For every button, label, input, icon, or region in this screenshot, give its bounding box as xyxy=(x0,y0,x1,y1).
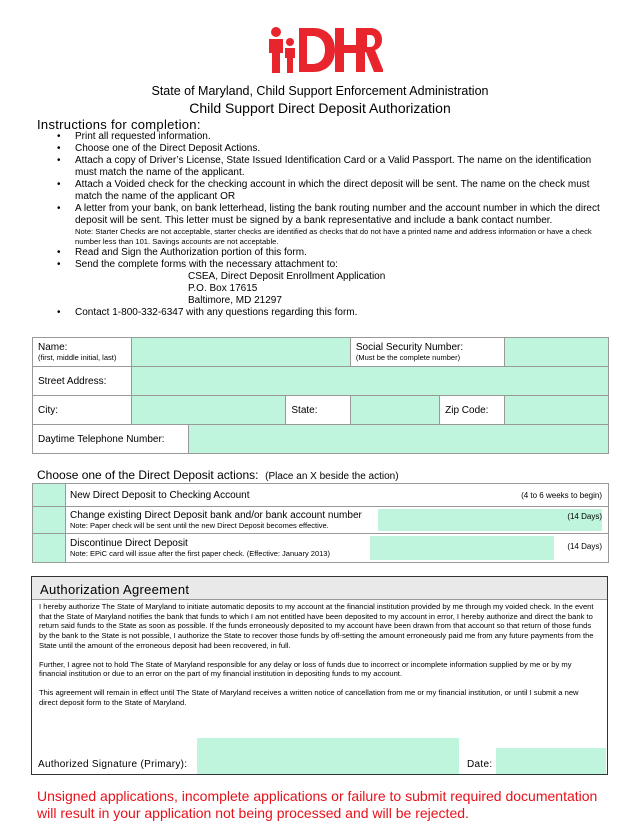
applicant-info-table xyxy=(32,337,609,425)
action-row xyxy=(66,484,609,507)
phone-table xyxy=(32,424,609,454)
name-field[interactable] xyxy=(132,338,350,367)
instruction-item: • Read and Sign the Authorization portion of this form. xyxy=(57,247,605,259)
ssn-label-cell xyxy=(350,338,504,367)
name-label-cell xyxy=(33,338,132,367)
authorization-text xyxy=(39,602,599,716)
discontinue-deposit-checkbox[interactable] xyxy=(33,534,66,563)
mailing-address-line: P.O. Box 17615 xyxy=(188,283,258,294)
zip-label: Zip Code: xyxy=(440,396,505,425)
authorization-paragraph: I hereby authorize The State of Maryland to initiate automatic deposits to my account at the financial institution provided by me through my voided check. In the event that the State of Maryland notifies the bank that funds to which I am not entitled have been deposited to my account in error, I hereby authorize and direct the bank to return said funds to the State as soon as possible. If the funds erroneously deposited to my account have been drawn from that account so that return of those funds by the bank to the State is not possible, I authorize the State to recover those funds by off-setting the amount erroneously paid me from any future payments from the State until the amount of the erroneous deposit had been recovered, in full. xyxy=(39,602,594,650)
action-row xyxy=(66,534,609,563)
street-address-field[interactable] xyxy=(132,367,609,396)
authorization-header xyxy=(32,577,607,600)
date-label: Date: xyxy=(467,759,493,770)
action-timing: (14 Days) xyxy=(567,512,602,521)
city-field[interactable] xyxy=(132,396,286,425)
form-title: Child Support Direct Deposit Authorization xyxy=(189,100,451,116)
contact-item: • Contact 1-800-332-6347 with any questions regarding this form. xyxy=(57,307,605,319)
action-timing: (14 Days) xyxy=(567,542,602,551)
authorization-title: Authorization Agreement xyxy=(40,582,190,597)
instruction-item: • Print all requested information. xyxy=(57,131,605,143)
actions-heading xyxy=(37,468,399,482)
change-deposit-checkbox[interactable] xyxy=(33,507,66,534)
action-row xyxy=(66,507,609,534)
instructions-heading: Instructions for completion: xyxy=(37,117,201,132)
instruction-item: • Attach a copy of Driver’s License, State Issued Identification Card or a Valid Passport. The name on the identification must match the name of the applicant. xyxy=(57,155,605,179)
state-label: State: xyxy=(286,396,350,425)
phone-field[interactable] xyxy=(189,425,609,454)
action-title: New Direct Deposit to Checking Account xyxy=(70,489,250,501)
rejection-warning: Unsigned applications, incomplete applications or failure to submit required documentation will result in your application not being processed and will be rejected. xyxy=(37,788,598,821)
instruction-item: • Choose one of the Direct Deposit Actions. xyxy=(57,143,605,155)
action-title: Discontinue Direct Deposit xyxy=(70,538,188,549)
mailing-address-line: Baltimore, MD 21297 xyxy=(188,295,282,306)
date-field[interactable] xyxy=(496,748,606,774)
zip-code-field[interactable] xyxy=(504,396,608,425)
agency-name: State of Maryland, Child Support Enforcement Administration xyxy=(151,84,489,98)
instructions-list xyxy=(57,131,605,319)
street-label: Street Address: xyxy=(33,367,132,396)
actions-table xyxy=(32,483,609,563)
mailing-address-line: CSEA, Direct Deposit Enrollment Application xyxy=(188,271,386,282)
name-label: Name: xyxy=(38,342,68,353)
name-sublabel: (first, middle initial, last) xyxy=(38,353,117,362)
ssn-field[interactable] xyxy=(504,338,608,367)
signature-field[interactable] xyxy=(197,738,459,774)
actions-heading-note: (Place an X beside the action) xyxy=(265,471,399,482)
new-deposit-checkbox[interactable] xyxy=(33,484,66,507)
authorization-paragraph: This agreement will remain in effect until The State of Maryland receives a written notice of cancellation from me or my financial institution, or until I submit a new direct deposit form to the State of Maryland. xyxy=(39,687,579,707)
dhr-logo xyxy=(261,24,383,76)
actions-heading-text: Choose one of the Direct Deposit actions: xyxy=(37,468,259,482)
state-field[interactable] xyxy=(350,396,439,425)
authorization-paragraph: Further, I agree not to hold The State of Maryland responsible for any delay or loss of funds due to incorrect or incomplete information supplied by me or by my financial institution or due to an error on the part of my financial institution in depositing funds to my account. xyxy=(39,659,572,679)
city-label: City: xyxy=(33,396,132,425)
action-timing: (4 to 6 weeks to begin) xyxy=(521,491,602,500)
action-note: Note: Paper check will be sent until the new Direct Deposit becomes effective. xyxy=(70,521,329,530)
instruction-item: • Send the complete forms with the necessary attachment to: xyxy=(57,259,605,271)
instruction-note: Note: Starter Checks are not acceptable, starter checks are identified as checks that do not have a printed name and address information or have a check number less than 101. Savings accounts are not acceptable. xyxy=(75,227,592,246)
action-title: Change existing Direct Deposit bank and/or bank account number xyxy=(70,510,362,521)
instruction-item: • A letter from your bank, on bank letterhead, listing the bank routing number and the account number in which the direct deposit will be sent. This letter must be signed by a bank representative and include a bank contact number. xyxy=(57,203,605,227)
signature-label: Authorized Signature (Primary): xyxy=(38,759,188,770)
ssn-sublabel: (Must be the complete number) xyxy=(355,353,461,362)
instruction-item: • Attach a Voided check for the checking account in which the direct deposit will be sent. The name on the check must match the name of the applicant OR xyxy=(57,179,605,203)
ssn-label: Social Security Number: xyxy=(355,342,464,353)
action-note: Note: EPiC card will issue after the first paper check. (Effective: January 2013) xyxy=(70,549,330,558)
phone-label: Daytime Telephone Number: xyxy=(33,425,189,454)
